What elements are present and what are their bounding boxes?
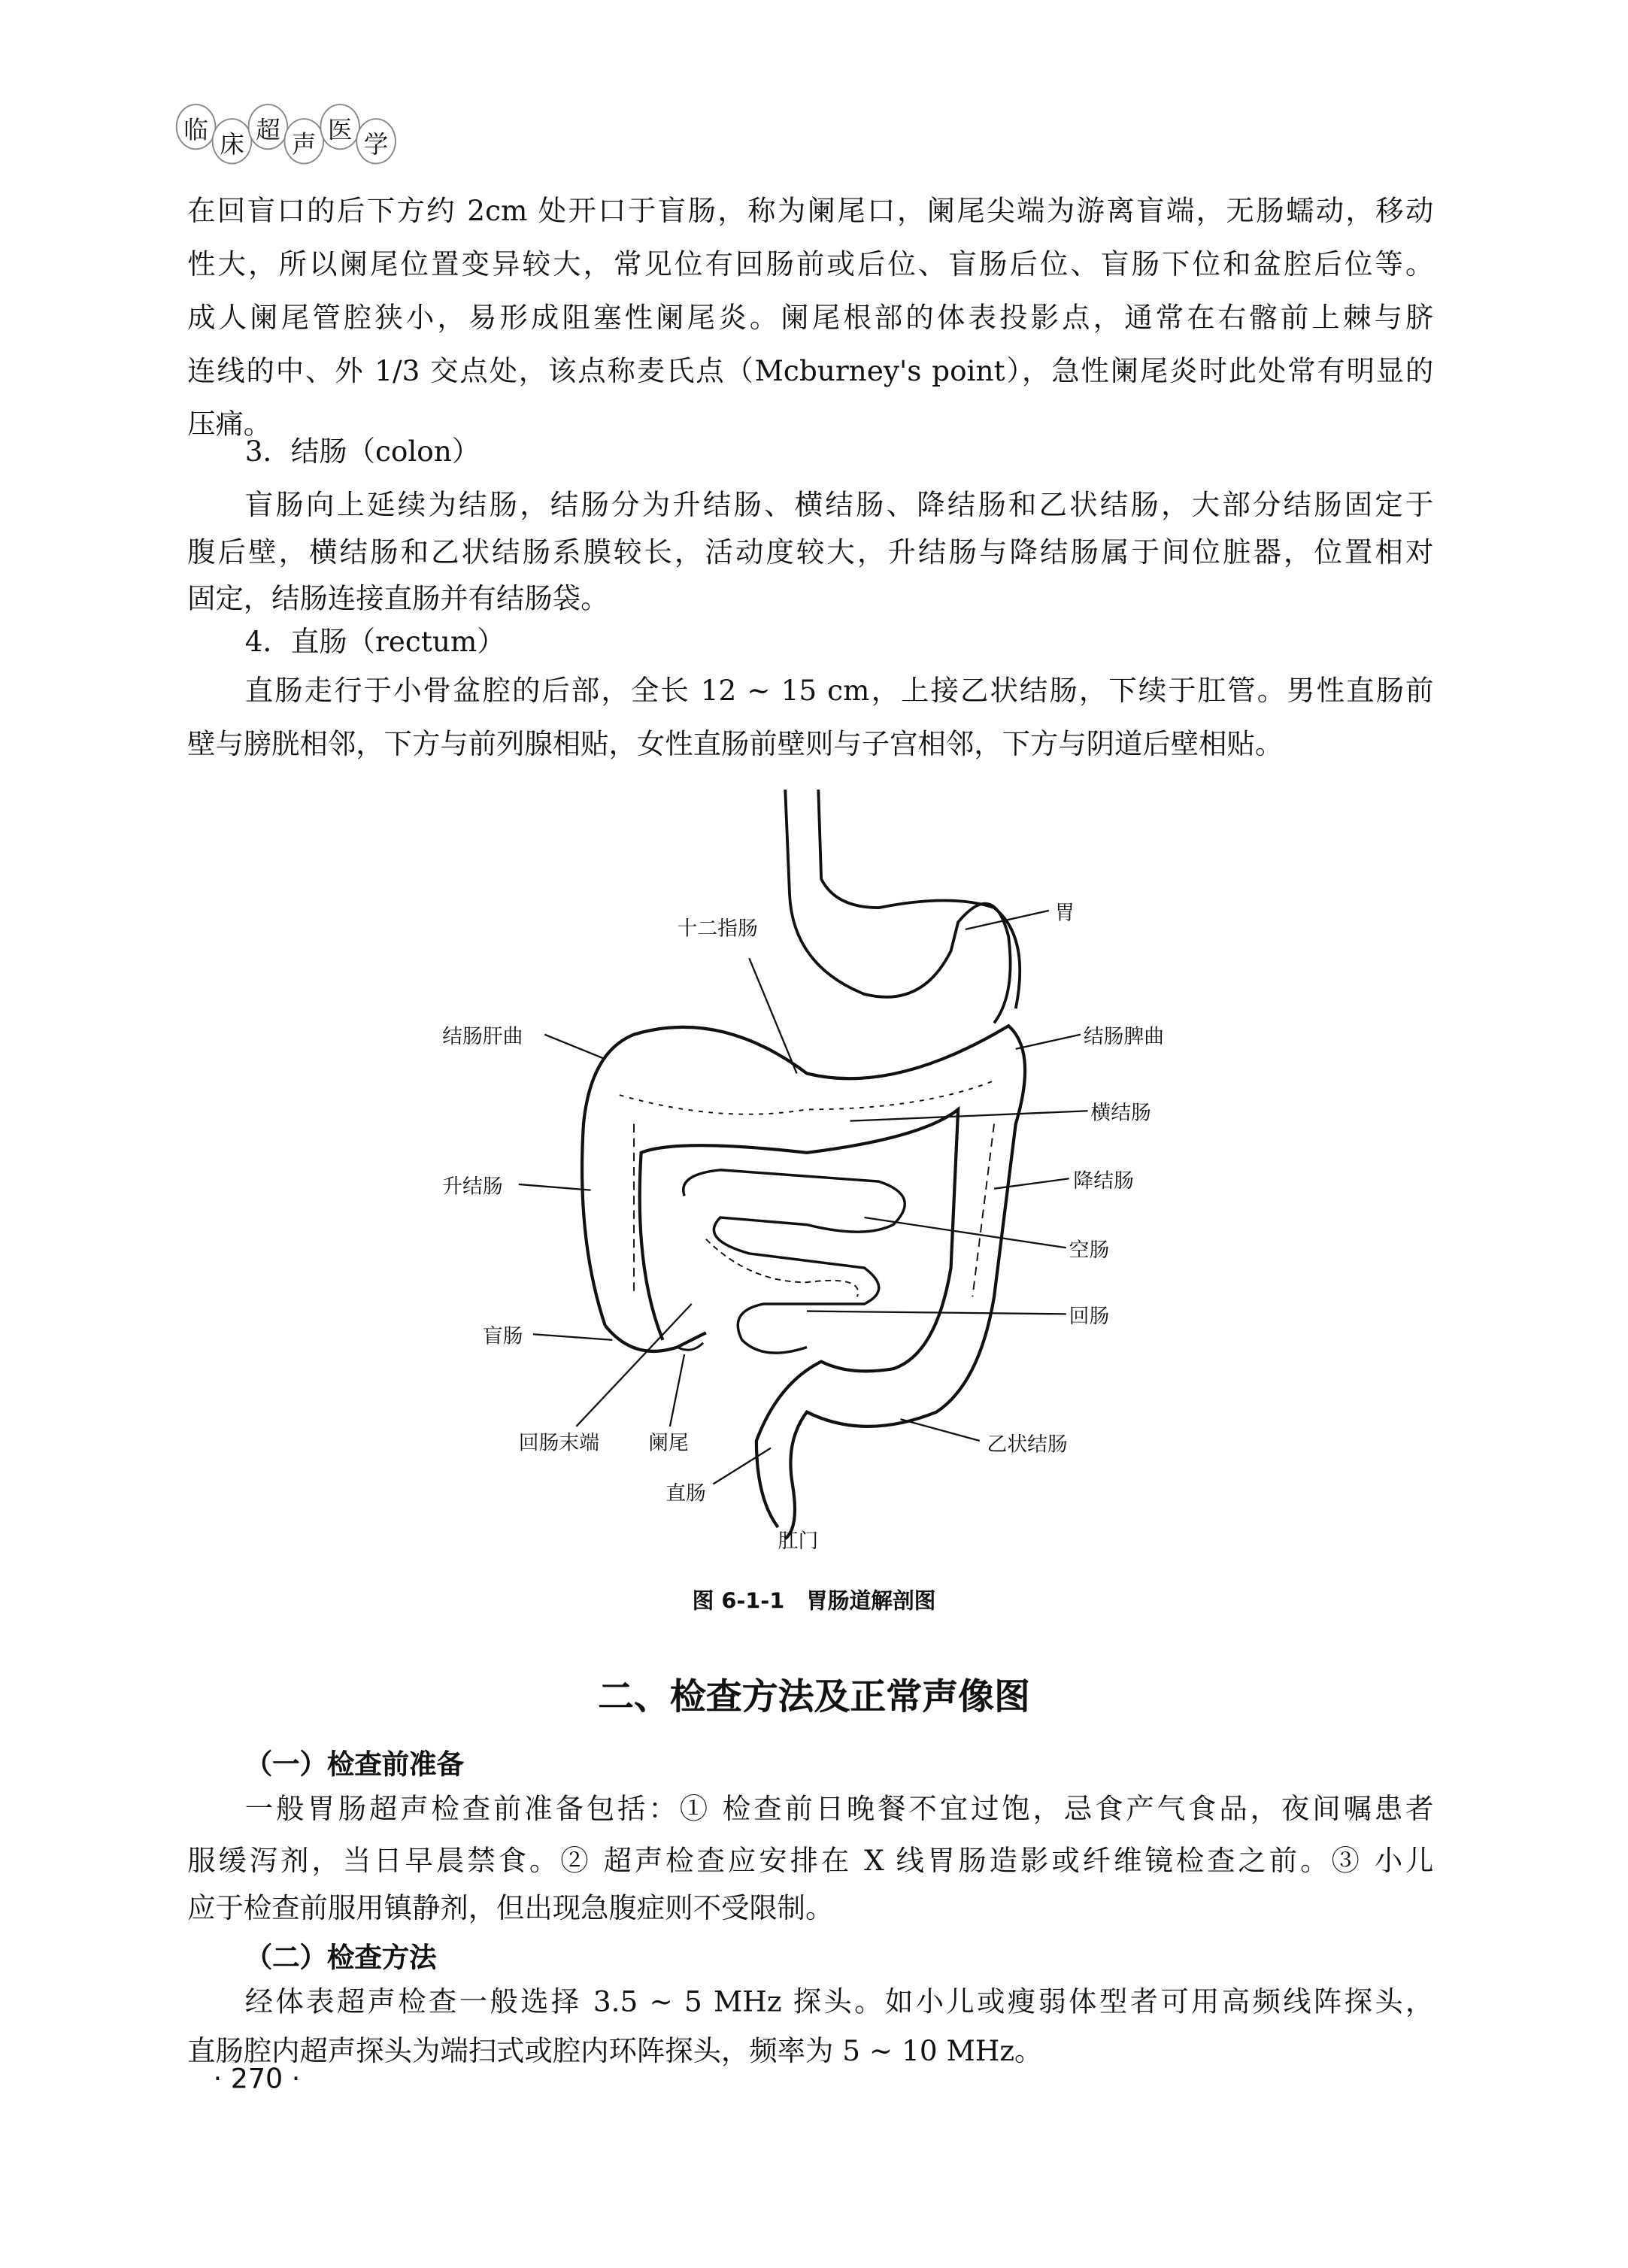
label-stomach: 胃 (1054, 902, 1075, 926)
label-transverse-colon: 横结肠 (1090, 1102, 1151, 1126)
label-hepatic-flexure: 结肠肝曲 (442, 1026, 523, 1049)
header-char: 声 (283, 118, 324, 164)
header-char: 超 (248, 104, 289, 150)
header-char: 医 (320, 104, 360, 150)
section-heading-colon: 3．结肠（colon） (244, 435, 481, 468)
colon-drawing (582, 1026, 1025, 1539)
label-descending-colon: 降结肠 (1073, 1169, 1134, 1193)
label-terminal-ileum: 回肠末端 (518, 1432, 600, 1456)
header-char: 学 (356, 118, 396, 164)
text-line: 直肠走行于小骨盆腔的后部，全长 12 ~ 15 cm，上接乙状结肠，下续于肛管。男性直肠前 (244, 674, 1434, 708)
text-line: 在回盲口的后下方约 2cm 处开口于盲肠，称为阑尾口，阑尾尖端为游离盲端，无肠蠕动，移动 (187, 194, 1434, 228)
label-appendix: 阑尾 (648, 1432, 689, 1456)
text-line: 服缓泻剂，当日早晨禁食。② 超声检查应安排在 X 线胃肠造影或纤维镜检查之前。③ 小儿 (187, 1844, 1434, 1878)
text-line: 成人阑尾管腔狭小，易形成阻塞性阑尾炎。阑尾根部的体表投影点，通常在右髂前上棘与脐 (187, 301, 1434, 335)
subsection-title-preparation: （一）检查前准备 (244, 1749, 464, 1781)
label-anus: 肛门 (778, 1530, 819, 1554)
page-number: · 270 · (213, 2063, 301, 2095)
section-heading: 二、检查方法及正常声像图 (598, 1675, 1030, 1718)
text-line: 一般胃肠超声检查前准备包括：① 检查前日晚餐不宜过饱，忌食产气食品，夜间嘱患者 (244, 1792, 1434, 1826)
section-heading-rectum: 4．直肠（rectum） (244, 625, 505, 659)
label-splenic-flexure: 结肠脾曲 (1083, 1026, 1165, 1049)
header-char: 床 (212, 118, 253, 164)
label-duodenum: 十二指肠 (677, 917, 758, 941)
label-cecum: 盲肠 (482, 1325, 523, 1349)
label-sigmoid-colon: 乙状结肠 (987, 1433, 1068, 1457)
label-ileum: 回肠 (1069, 1305, 1110, 1329)
text-line: 压痛。 (187, 408, 272, 441)
text-line: 盲肠向上延续为结肠，结肠分为升结肠、横结肠、降结肠和乙状结肠，大部分结肠固定于 (244, 488, 1434, 522)
figure-caption: 图 6-1-1 胃肠道解剖图 (692, 1587, 936, 1614)
header-char: 临 (176, 104, 217, 150)
text-line: 连线的中、外 1/3 交点处，该点称麦氏点（Mcburney's point），急性阑尾炎时此处常有明显的 (187, 354, 1434, 388)
text-line: 固定，结肠连接直肠并有结肠袋。 (187, 582, 609, 616)
subsection-title-method: （二）检查方法 (244, 1942, 437, 1974)
text-line: 性大，所以阑尾位置变异较大，常见位有回肠前或后位、盲肠后位、盲肠下位和盆腔后位等。 (187, 247, 1434, 281)
leader-lines (519, 911, 1088, 1484)
text-line: 壁与膀胱相邻，下方与前列腺相贴，女性直肠前壁则与子宫相邻，下方与阴道后壁相贴。 (187, 727, 1284, 761)
label-rectum: 直肠 (665, 1482, 706, 1506)
label-jejunum: 空肠 (1069, 1239, 1110, 1263)
text-line: 直肠腔内超声探头为端扫式或腔内环阵探头，频率为 5 ~ 10 MHz。 (187, 2034, 1043, 2068)
stomach-drawing (785, 790, 1020, 1023)
label-ascending-colon: 升结肠 (442, 1175, 503, 1199)
text-line: 腹后壁，横结肠和乙状结肠系膜较长，活动度较大，升结肠与降结肠属于间位脏器，位置相对 (187, 535, 1434, 569)
text-line: 经体表超声检查一般选择 3.5 ~ 5 MHz 探头。如小儿或瘦弱体型者可用高频线阵探头， (244, 1985, 1434, 2019)
text-line: 应于检查前服用镇静剂，但出现急腹症则不受限制。 (187, 1891, 834, 1925)
